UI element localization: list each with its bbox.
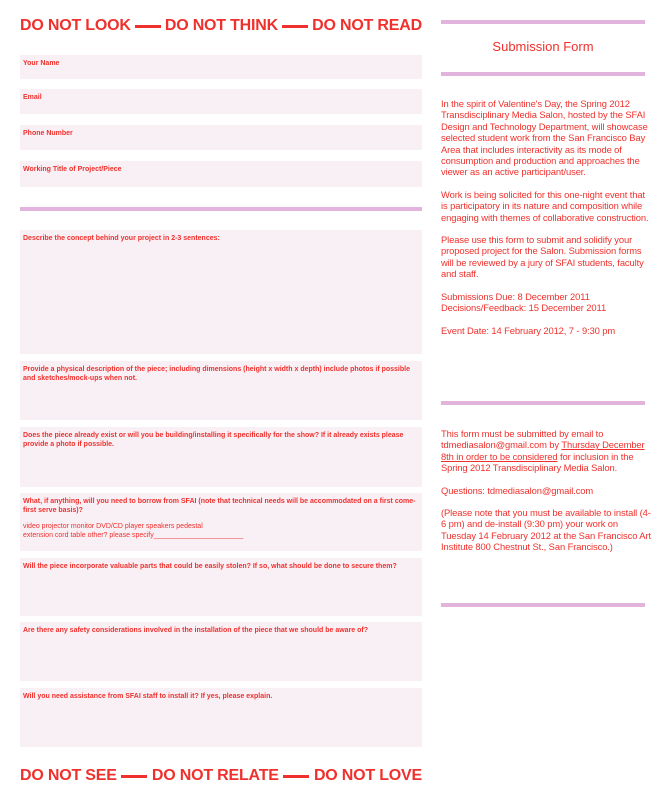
solicit-paragraph: Work is being solicited for this one-night event that is participatory in its nature and composition while engaging with themes of collaborative construction.	[441, 188, 649, 223]
physical-description-label: Provide a physical description of the piece; including dimensions (height x width x depth) include photos if possible and sketches/mock-ups when not.	[23, 366, 410, 382]
slogan-do-not-look: DO NOT LOOK	[20, 17, 131, 34]
dates-paragraph	[441, 291, 651, 314]
submit-deadline: Thursday December 8th in order to be considered	[441, 439, 645, 462]
questions-email: Questions: tdmediasalon@gmail.com	[441, 484, 594, 496]
slogan-dash	[282, 25, 308, 28]
slogan-dash	[135, 25, 161, 28]
sidebar-divider-title	[441, 72, 645, 76]
submit-paragraph	[441, 428, 651, 474]
email-field-label: Email	[23, 94, 42, 101]
bottom-slogan	[20, 764, 422, 788]
project-title-field[interactable]	[20, 161, 422, 187]
slogan-do-not-love: DO NOT LOVE	[313, 767, 422, 784]
sidebar-info	[441, 98, 651, 336]
name-field[interactable]	[20, 55, 422, 79]
top-slogan	[20, 14, 422, 38]
borrow-options-line2: extension cord table other? please specify_______________________	[23, 532, 244, 539]
submissions-due: Submissions Due: 8 December 2011	[441, 290, 590, 302]
project-title-label: Working Title of Project/Piece	[23, 166, 122, 173]
slogan-do-not-think: DO NOT THINK	[164, 17, 278, 34]
sidebar-submission-info	[441, 428, 651, 553]
assistance-label: Will you need assistance from SFAI staff to install it? If yes, please explain.	[23, 693, 273, 700]
event-date: Event Date: 14 February 2012, 7 - 9:30 pm	[441, 324, 616, 336]
phone-field-label: Phone Number	[23, 130, 73, 137]
sidebar-divider-top	[441, 20, 645, 24]
slogan-dash	[283, 775, 309, 778]
sidebar-divider-bottom	[441, 603, 645, 607]
submit-text-pre: This form must be submitted by email to tdmediasalon@gmail.com by	[441, 428, 604, 451]
sidebar-title: Submission Form	[492, 39, 594, 54]
borrow-options-line1: video projector monitor DVD/CD player speakers pedestal	[23, 523, 203, 530]
slogan-dash	[121, 775, 147, 778]
sidebar-divider-middle	[441, 401, 645, 405]
use-form-paragraph: Please use this form to submit and solidify your proposed project for the Salon. Submission forms will be reviewed by a jury of SFAI students, faculty and staff.	[441, 234, 644, 280]
form-divider	[20, 207, 422, 211]
existing-piece-field[interactable]	[20, 427, 422, 487]
email-field[interactable]	[20, 89, 422, 114]
decisions-feedback: Decisions/Feedback: 15 December 2011	[441, 302, 607, 314]
valuable-parts-label: Will the piece incorporate valuable parts that could be easily stolen? If so, what should be done to secure them?	[23, 563, 397, 570]
concept-field[interactable]	[20, 230, 422, 354]
borrow-label: What, if anything, will you need to borrow from SFAI (note that technical needs will be accommodated on a first come-first serve basis)?	[23, 498, 416, 514]
borrow-field[interactable]	[20, 493, 422, 551]
assistance-field[interactable]	[20, 688, 422, 747]
name-field-label: Your Name	[23, 60, 60, 67]
safety-label: Are there any safety considerations involved in the installation of the piece that we should be aware of?	[23, 627, 369, 634]
slogan-do-not-relate: DO NOT RELATE	[151, 767, 279, 784]
slogan-do-not-read: DO NOT READ	[312, 17, 422, 34]
install-note: (Please note that you must be available to install (4-6 pm) and de-install (9:30 pm) your work on Tuesday 14 February 2012 at the San Francisco Art Institute 800 Chestnut St., San Francisco.)	[441, 507, 651, 553]
submit-text-post: for inclusion in the Spring 2012 Transdisciplinary Media Salon.	[441, 450, 634, 474]
concept-label: Describe the concept behind your project in 2-3 sentences:	[23, 235, 220, 242]
slogan-do-not-see: DO NOT SEE	[20, 767, 117, 784]
phone-field[interactable]	[20, 125, 422, 150]
intro-paragraph: In the spirit of Valentine's Day, the Spring 2012 Transdisciplinary Media Salon, hosted by the SFAI Design and Technology Department, will showcase selected student work from the San Francisco Bay Area that includes interactivity as its mode of consumption and production and approaches the viewer as an active participant/user.	[441, 98, 648, 178]
valuable-parts-field[interactable]	[20, 558, 422, 616]
existing-piece-label: Does the piece already exist or will you be building/installing it specifically for the show? If it already exists please provide a photo if possible.	[23, 432, 404, 448]
physical-description-field[interactable]	[20, 361, 422, 420]
safety-field[interactable]	[20, 622, 422, 681]
